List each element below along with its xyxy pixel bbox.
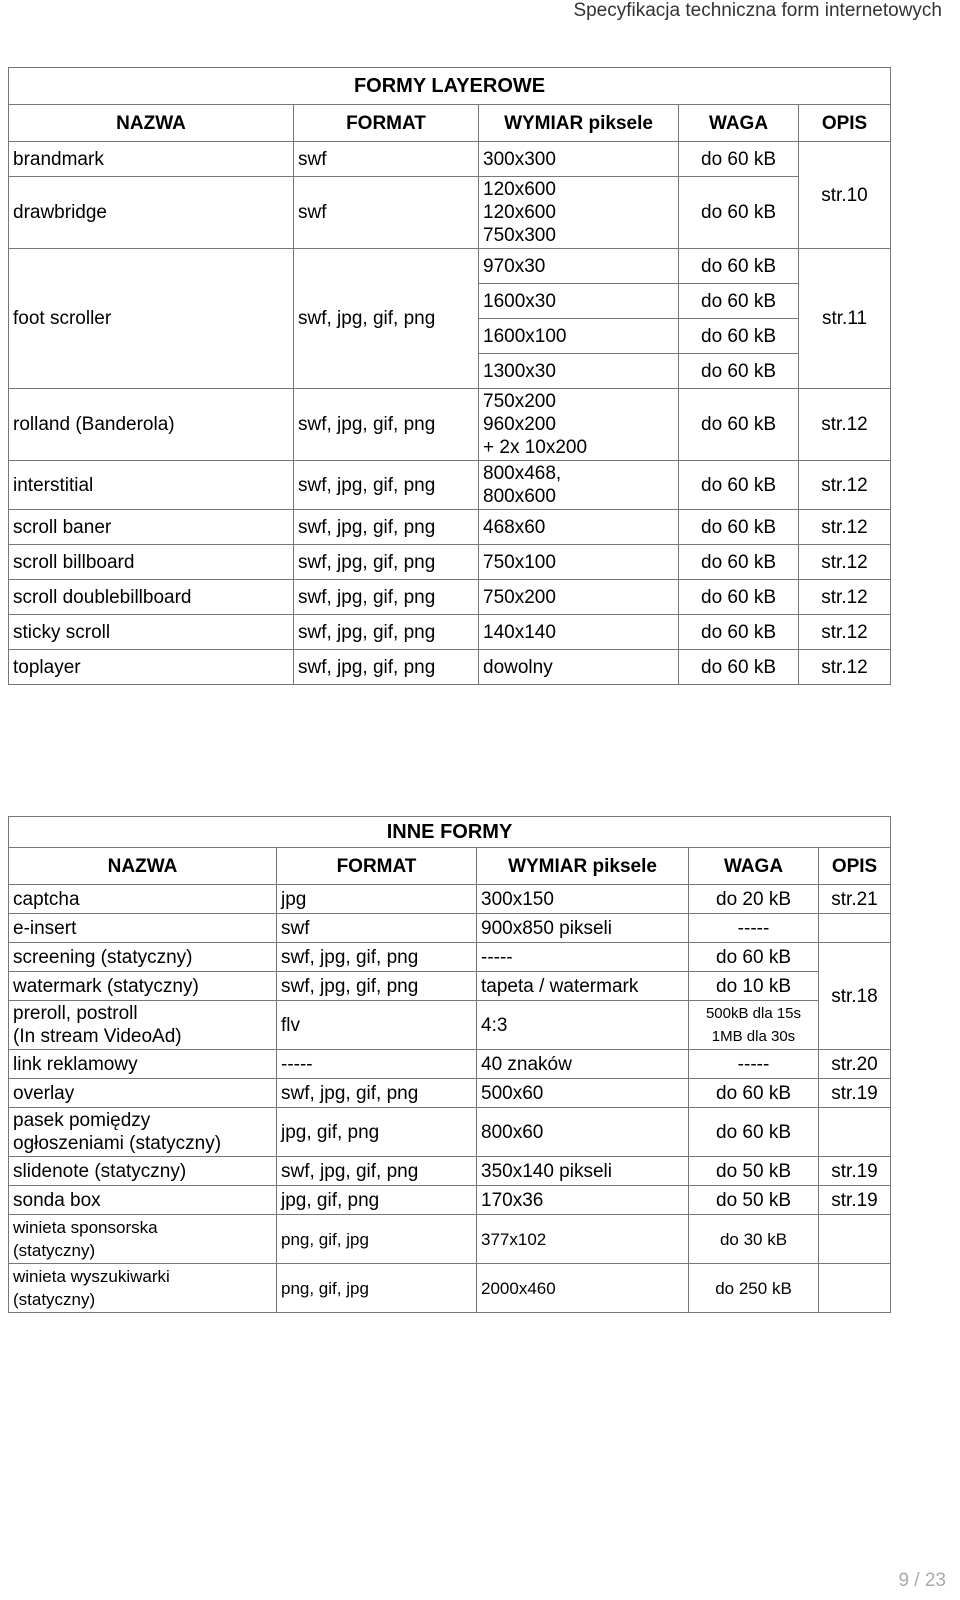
form-format: png, gif, jpg	[277, 1264, 477, 1313]
form-format: swf, jpg, gif, png	[277, 1079, 477, 1108]
table-row	[9, 885, 891, 914]
table-row	[9, 461, 891, 510]
form-name: foot scroller	[9, 249, 294, 389]
form-dims: 377x102	[477, 1215, 689, 1264]
form-desc: str.12	[799, 580, 891, 615]
form-name: watermark (statyczny)	[9, 972, 277, 1001]
form-format: jpg	[277, 885, 477, 914]
form-weight: do 30 kB	[689, 1215, 819, 1264]
form-dims: 970x30	[479, 249, 679, 284]
table-row	[9, 650, 891, 685]
form-weight: do 50 kB	[689, 1157, 819, 1186]
form-weight: do 20 kB	[689, 885, 819, 914]
form-format: jpg, gif, png	[277, 1186, 477, 1215]
form-weight: -----	[689, 914, 819, 943]
form-desc	[819, 914, 891, 943]
table-row	[9, 972, 891, 1001]
form-desc: str.21	[819, 885, 891, 914]
table-row	[9, 545, 891, 580]
form-name: drawbridge	[9, 177, 294, 249]
column-header: NAZWA	[9, 848, 277, 885]
column-header: NAZWA	[9, 105, 294, 142]
form-dims: tapeta / watermark	[477, 972, 689, 1001]
form-desc: str.10	[799, 142, 891, 249]
layer-forms-table	[8, 67, 891, 685]
form-dims: 1600x30	[479, 284, 679, 319]
form-format: swf, jpg, gif, png	[294, 389, 479, 461]
form-format: -----	[277, 1050, 477, 1079]
form-desc: str.12	[799, 510, 891, 545]
form-desc: str.12	[799, 545, 891, 580]
form-name: sticky scroll	[9, 615, 294, 650]
form-format: swf, jpg, gif, png	[294, 510, 479, 545]
table-row	[9, 389, 891, 461]
form-dims: 4:3	[477, 1001, 689, 1050]
form-name: pasek pomiędzy ogłoszeniami (statyczny)	[9, 1108, 277, 1157]
form-dims: -----	[477, 943, 689, 972]
column-header: WYMIAR piksele	[477, 848, 689, 885]
form-format: swf	[277, 914, 477, 943]
form-desc	[819, 1108, 891, 1157]
form-desc: str.20	[819, 1050, 891, 1079]
page-number: 9 / 23	[898, 1570, 946, 1591]
form-dims: 800x468, 800x600	[479, 461, 679, 510]
form-format: swf	[294, 177, 479, 249]
form-dims: 750x200 960x200 + 2x 10x200	[479, 389, 679, 461]
form-weight: do 60 kB	[679, 142, 799, 177]
form-format: swf, jpg, gif, png	[294, 615, 479, 650]
form-format: jpg, gif, png	[277, 1108, 477, 1157]
form-weight: do 50 kB	[689, 1186, 819, 1215]
column-header: FORMAT	[277, 848, 477, 885]
form-weight: do 60 kB	[679, 177, 799, 249]
table-row	[9, 249, 891, 284]
form-weight: do 60 kB	[679, 545, 799, 580]
table-row	[9, 1215, 891, 1264]
form-dims: dowolny	[479, 650, 679, 685]
form-format: swf, jpg, gif, png	[294, 650, 479, 685]
form-dims: 300x150	[477, 885, 689, 914]
table-row	[9, 1264, 891, 1313]
form-weight: do 60 kB	[679, 615, 799, 650]
form-format: swf	[294, 142, 479, 177]
form-format: flv	[277, 1001, 477, 1050]
form-dims: 140x140	[479, 615, 679, 650]
form-desc: str.19	[819, 1079, 891, 1108]
form-desc: str.19	[819, 1186, 891, 1215]
column-header: WAGA	[689, 848, 819, 885]
form-name: screening (statyczny)	[9, 943, 277, 972]
form-weight: do 60 kB	[679, 580, 799, 615]
form-format: swf, jpg, gif, png	[294, 545, 479, 580]
form-desc	[819, 1215, 891, 1264]
form-weight: do 60 kB	[689, 943, 819, 972]
other-forms-title: INNE FORMY	[9, 817, 891, 848]
form-format: swf, jpg, gif, png	[294, 249, 479, 389]
form-desc: str.12	[799, 650, 891, 685]
form-weight: do 60 kB	[679, 354, 799, 389]
table-row	[9, 615, 891, 650]
form-name: e-insert	[9, 914, 277, 943]
form-weight: 500kB dla 15s 1MB dla 30s	[689, 1001, 819, 1050]
form-desc	[819, 1264, 891, 1313]
form-dims: 350x140 pikseli	[477, 1157, 689, 1186]
table-row	[9, 580, 891, 615]
form-weight: do 60 kB	[689, 1079, 819, 1108]
form-name: brandmark	[9, 142, 294, 177]
form-dims: 120x600 120x600 750x300	[479, 177, 679, 249]
form-weight: -----	[689, 1050, 819, 1079]
form-name: slidenote (statyczny)	[9, 1157, 277, 1186]
form-name: interstitial	[9, 461, 294, 510]
table-row	[9, 1186, 891, 1215]
form-dims: 40 znaków	[477, 1050, 689, 1079]
form-dims: 900x850 pikseli	[477, 914, 689, 943]
form-weight: do 60 kB	[679, 389, 799, 461]
table-row	[9, 1157, 891, 1186]
form-desc: str.11	[799, 249, 891, 389]
form-name: winieta wyszukiwarki (statyczny)	[9, 1264, 277, 1313]
form-weight: do 60 kB	[679, 284, 799, 319]
form-weight: do 60 kB	[679, 510, 799, 545]
form-desc: str.19	[819, 1157, 891, 1186]
other-forms-table	[8, 816, 891, 1313]
form-dims: 300x300	[479, 142, 679, 177]
column-header: OPIS	[799, 105, 891, 142]
table-row	[9, 914, 891, 943]
form-name: overlay	[9, 1079, 277, 1108]
form-weight: do 60 kB	[689, 1108, 819, 1157]
table-row	[9, 1001, 891, 1050]
form-format: swf, jpg, gif, png	[294, 580, 479, 615]
form-name: link reklamowy	[9, 1050, 277, 1079]
table-row	[9, 1079, 891, 1108]
form-desc: str.12	[799, 461, 891, 510]
form-weight: do 250 kB	[689, 1264, 819, 1313]
form-format: swf, jpg, gif, png	[277, 1157, 477, 1186]
form-dims: 2000x460	[477, 1264, 689, 1313]
form-name: scroll billboard	[9, 545, 294, 580]
form-dims: 800x60	[477, 1108, 689, 1157]
form-name: scroll doublebillboard	[9, 580, 294, 615]
column-header: WAGA	[679, 105, 799, 142]
form-name: scroll baner	[9, 510, 294, 545]
form-name: winieta sponsorska (statyczny)	[9, 1215, 277, 1264]
column-header: OPIS	[819, 848, 891, 885]
form-name: preroll, postroll (In stream VideoAd)	[9, 1001, 277, 1050]
form-format: swf, jpg, gif, png	[277, 943, 477, 972]
form-format: swf, jpg, gif, png	[277, 972, 477, 1001]
form-dims: 750x100	[479, 545, 679, 580]
running-header: Specyfikacja techniczna form internetowych	[573, 0, 942, 21]
table-header-row	[9, 848, 891, 885]
form-weight: do 60 kB	[679, 461, 799, 510]
column-header: WYMIAR piksele	[479, 105, 679, 142]
table-row	[9, 943, 891, 972]
table-row	[9, 510, 891, 545]
form-format: png, gif, jpg	[277, 1215, 477, 1264]
form-name: sonda box	[9, 1186, 277, 1215]
form-desc: str.12	[799, 615, 891, 650]
column-header: FORMAT	[294, 105, 479, 142]
form-name: captcha	[9, 885, 277, 914]
form-desc: str.12	[799, 389, 891, 461]
table-row	[9, 177, 891, 249]
table-row	[9, 1108, 891, 1157]
form-weight: do 60 kB	[679, 249, 799, 284]
layer-forms-title: FORMY LAYEROWE	[9, 68, 891, 105]
form-dims: 1300x30	[479, 354, 679, 389]
table-header-row	[9, 105, 891, 142]
form-weight: do 60 kB	[679, 319, 799, 354]
form-name: toplayer	[9, 650, 294, 685]
form-weight: do 60 kB	[679, 650, 799, 685]
table-row	[9, 1050, 891, 1079]
table-row	[9, 142, 891, 177]
form-dims: 500x60	[477, 1079, 689, 1108]
form-dims: 1600x100	[479, 319, 679, 354]
form-dims: 170x36	[477, 1186, 689, 1215]
form-dims: 468x60	[479, 510, 679, 545]
form-name: rolland (Banderola)	[9, 389, 294, 461]
form-format: swf, jpg, gif, png	[294, 461, 479, 510]
form-desc: str.18	[819, 943, 891, 1050]
form-dims: 750x200	[479, 580, 679, 615]
form-weight: do 10 kB	[689, 972, 819, 1001]
